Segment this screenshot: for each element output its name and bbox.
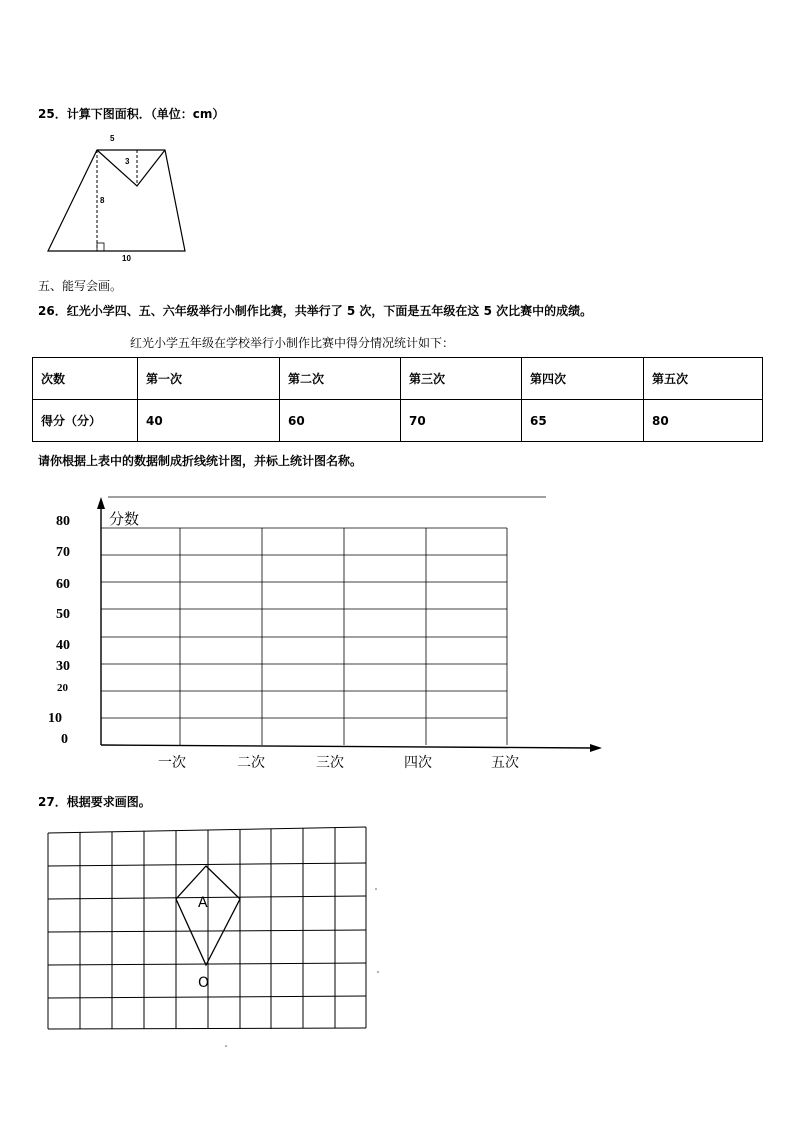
label-notch-height: 3	[125, 157, 130, 166]
y-tick-label: 40	[56, 638, 70, 653]
y-tick-label: 30	[56, 659, 70, 674]
y-axis-label: 分数	[109, 510, 140, 528]
table-cell: 第二次	[280, 358, 401, 400]
table-cell: 60	[280, 400, 401, 442]
y-tick-label: 50	[56, 607, 70, 622]
question-27-text: 27．根据要求画图。	[38, 795, 151, 809]
point-o-label: O	[198, 975, 210, 991]
table-cell: 得分（分）	[33, 400, 138, 442]
table-cell: 第一次	[138, 358, 280, 400]
label-height: 8	[100, 196, 105, 205]
table-cell: 第三次	[401, 358, 522, 400]
table-cell: 次数	[33, 358, 138, 400]
grid-lines	[48, 827, 366, 1029]
x-category-label: 二次	[237, 755, 265, 771]
table-cell: 70	[401, 400, 522, 442]
y-tick-label: 20	[57, 682, 68, 694]
label-top-length: 5	[110, 134, 115, 143]
question-26-text: 26．红光小学四、五、六年级举行小制作比赛，共举行了 5 次，下面是五年级在这 5 次比赛中的成绩。	[38, 304, 593, 318]
table-caption: 红光小学五年级在学校举行小制作比赛中得分情况统计如下：	[130, 336, 455, 350]
section-heading: 五、能写会画。	[38, 279, 123, 293]
y-tick-label: 10	[48, 711, 62, 726]
label-bottom-length: 10	[122, 254, 131, 263]
y-tick-label: 70	[56, 545, 70, 560]
table-cell: 第五次	[644, 358, 763, 400]
table-cell: 65	[522, 400, 644, 442]
table-cell: 第四次	[522, 358, 644, 400]
table-cell: 80	[644, 400, 763, 442]
x-category-label: 四次	[404, 755, 432, 771]
x-category-label: 五次	[491, 755, 519, 771]
y-tick-label: 60	[56, 577, 70, 592]
x-category-label: 一次	[158, 755, 186, 771]
question-25-text: 25．计算下图面积．（单位：cm）	[38, 107, 225, 121]
y-tick-label: 80	[56, 514, 70, 529]
chart-instruction: 请你根据上表中的数据制成折线统计图，并标上统计图名称。	[38, 454, 363, 468]
table-cell: 40	[138, 400, 280, 442]
y-tick-label: 0	[61, 732, 68, 747]
point-a-label: A	[198, 895, 208, 911]
x-category-label: 三次	[316, 755, 344, 771]
